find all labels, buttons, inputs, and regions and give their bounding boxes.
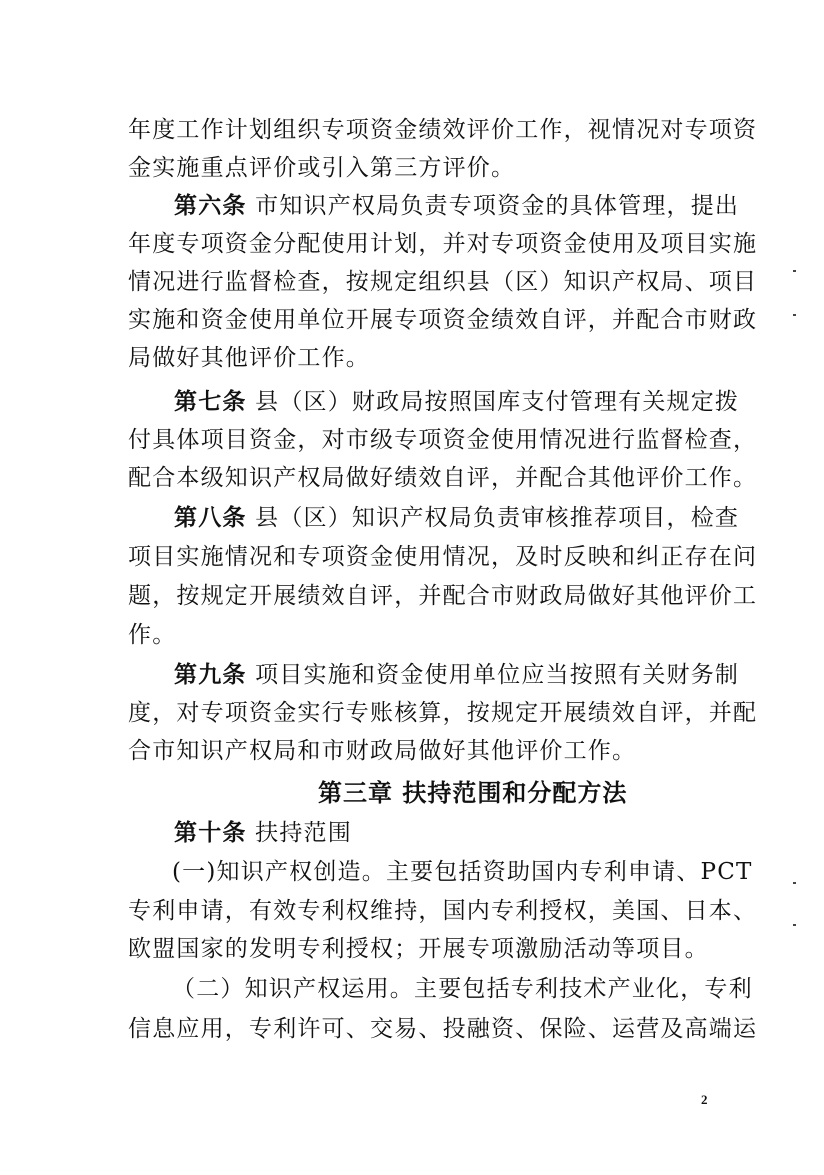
item-2-first-line: （二）知识产权运用。主要包括专利技术产业化，专利 [172,976,753,1002]
page-number: 2 [701,1092,708,1107]
article-text: 县（区）财政局按照国库支付管理有关规定拨 [246,389,740,415]
article-text: 项目实施和资金使用单位应当按照有关财务制 [246,662,740,688]
text-line: 情况进行监督检查，按规定组织县（区）知识产权局、项目 [128,269,758,295]
article-text: 扶持范围 [246,820,352,846]
text-line: 欧盟国家的发明专利授权；开展专项激励活动等项目。 [128,936,709,962]
article-heading: 第八条 [174,504,247,531]
article-10-line [174,818,708,848]
text-line: 年度专项资金分配使用计划，并对专项资金使用及项目实施 [128,231,758,257]
text-line: 度，对专项资金实行专账核算，按规定开展绩效自评，并配 [128,700,758,726]
text-line: 金实施重点评价或引入第三方评价。 [128,155,516,181]
text-line: 实施和资金使用单位开展专项资金绩效自评，并配合市财政 [128,307,758,333]
item-1-first-line: (一)知识产权创造。主要包括资助国内专利申请、PCT [172,859,753,885]
text-line: 专利申请，有效专利权维持，国内专利授权，美国、日本、 [128,898,758,924]
article-text: 市知识产权局负责专项资金的具体管理，提出 [246,193,740,219]
article-heading: 第七条 [174,388,247,415]
text-line: 年度工作计划组织专项资金绩效评价工作，视情况对专项资 [128,117,758,143]
article-6-first-line [174,191,740,221]
article-heading: 第十条 [174,819,247,846]
scan-mark [793,270,796,272]
scan-mark [793,882,796,884]
article-heading: 第九条 [174,661,247,688]
text-line: 付具体项目资金，对市级专项资金使用情况进行监督检查， [128,427,758,453]
article-8-first-line [174,503,740,533]
text-line: 题，按规定开展绩效自评，并配合市财政局做好其他评价工 [128,583,758,609]
article-7-first-line [174,387,740,417]
article-text: 县（区）知识产权局负责审核推荐项目，检查 [246,505,740,531]
article-9-first-line [174,660,740,690]
text-line: 配合本级知识产权局做好绩效自评，并配合其他评价工作。 [128,465,758,491]
scan-mark [793,314,796,316]
scan-mark [793,924,796,926]
text-line: 合市知识产权局和市财政局做好其他评价工作。 [128,738,637,764]
text-line: 信息应用，专利许可、交易、投融资、保险、运营及高端运 [128,1016,758,1042]
text-line: 局做好其他评价工作。 [128,345,370,371]
article-heading: 第六条 [174,192,247,219]
chapter-title: 第三章 扶持范围和分配方法 [318,779,628,807]
text-line: 作。 [128,622,177,648]
text-line: 项目实施情况和专项资金使用情况，及时反映和纠正存在问 [128,544,758,570]
